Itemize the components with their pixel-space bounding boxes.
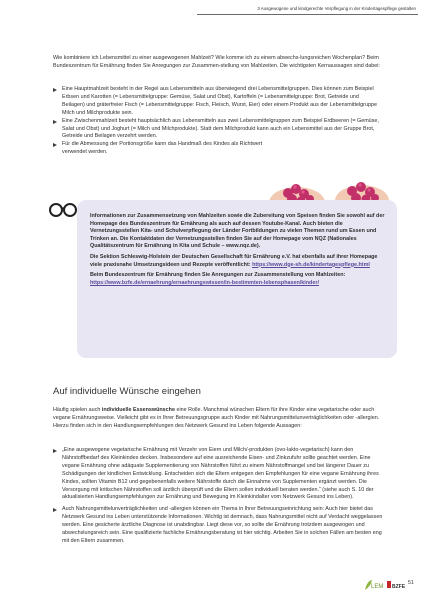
info-text: Beim Bundeszentrum für Ernährung finden Sie Anregungen zur Zusammenstellung von Mahlzeiten: <box>90 272 346 279</box>
footer-logos <box>363 578 408 592</box>
list-item <box>53 506 383 546</box>
info-box-content <box>90 213 390 290</box>
wishes-paragraph: Häufig spielen auch individuelle Essenswünsche eine Rolle. Manchmal wünschen Eltern für ihre Kinder eine vegetarische oder auch vegane Ernährungsweise. Vielleicht gibt es in Ihrer Betreuungsgruppe auch Kinder mit Nahrungsmittelunverträglichkeiten oder -allergien. Hierzu finden sich in den Handlungsempfehlungen des Netzwerk Gesund ins Leben folgende Aussagen: <box>53 407 380 429</box>
running-header: 3 Ausgewogene und kindgerechte Verpflegung in der Kindertagespflege gestalten <box>257 6 416 11</box>
info-paragraph <box>90 272 390 287</box>
bullet-triangle-icon <box>53 88 57 92</box>
emphasis: individuelle Essenswünsche <box>101 407 175 413</box>
bullet-triangle-icon <box>53 508 57 512</box>
list-item <box>53 447 383 502</box>
header-rule <box>197 14 418 15</box>
section-heading: Auf individuelle Wünsche eingehen <box>53 386 201 397</box>
dge-link[interactable]: https://www.dge-sh.de/kindertagespflege.html <box>252 261 370 268</box>
info-paragraph <box>90 254 390 269</box>
list-item-text: Eine Hauptmahlzeit besteht in der Regel aus Lebensmitteln aus überwiegend drei Lebensmittelgruppen. Dies können zum Beispiel Erbsen und Karotten (= Lebensmittelgruppe: Gemüse, Salat und Obst), Kartoffeln (= Lebensmittelgruppe: Brot, Getreide und Beilagen) und gräterfreier Fisch (= Lebensmittelgruppe: Fisch, Fleisch, Wurst, Eier) oder einem Produkt aus der Lebensmittelgruppe Milch und Milchprodukte sein. <box>62 86 377 116</box>
list-item <box>53 118 383 142</box>
list-item-text: „Eine ausgewogene vegetarische Ernährung mit Verzehr von Eiern und Milch/-produkten (ovo-lakto-vegetarisch) kann den Nährstoffbedarf des Kleinkindes decken. Insbesondere auf eine ausreichende Eisen- und Zinkzufuhr sollte geachtet werden. Eine vegane Ernährung ohne adäquate Supplementierung von Nährstoffen führt zu einem Nährstoffmangel und bei längerer Dauer zu Schädigungen der kindlichen Entwicklung. Entscheiden sich die Eltern entgegen den Empfehlungen für eine vegane Ernährung ihres Kindes, sollten Vitamin B12 und gegebenenfalls weitere Nährstoffe durch die Einnahme von Supplementen ergänzt werden. Die Versorgung mit kritischen Nährstoffen soll ärztlich überprüft und die Eltern sollen individuell beraten werden.“ (siehe auch S. 10 der aktualisierten Handlungsempfehlungen zur Ernährung und Bewegung im Kleinkindalter vom Netzwerk Gesund ins Leben). <box>62 447 379 501</box>
wishes-list <box>53 447 383 550</box>
list-item <box>53 141 272 157</box>
bzfe-logo: BZFE <box>392 584 406 590</box>
list-item-text: Auch Nahrungsmittelunverträglichkeiten und -allergien können ein Thema in Ihrer Betreuungseinrichtung sein: Auch hier bietet das Netzwerk Gesund ins Leben unterstützende Informationen. Wichtig ist demnach, dass Nahrungsmittel nicht auf Verdacht weggelassen werden. Eine gesicherte ärztliche Diagnose ist unabdingbar. Liegt diese vor, so sollte die Ernährung trotzdem ausgewogen und abwechslungsreich sein. Eine qualifizierte fachliche Ernährungsberatung ist hier wichtig. Arbeiten Sie in solchen Fällen am besten eng mit den Eltern zusammen. <box>62 506 383 544</box>
glasses-icon <box>48 200 78 218</box>
list-item-text: Für die Abmessung der Portionsgröße kann das Handmaß des Kindes als Richtwert verwendet werden. <box>62 141 263 156</box>
info-paragraph: Informationen zur Zusammensetzung von Mahlzeiten sowie die Zubereitung von Speisen finden Sie sowohl auf der Homepage des Bundeszentrum für Ernährung als auch auf dessen Youtube-Kanal. Auch bieten die Vernetzungsstellen Kita- und Schulverpflegung der Länder Fortbildungen zu vielen Themen rund um Essen und Trinken an. Die Kontaktdaten der Vernetzungsstellen finden Sie auf der Homepage vom NQZ (Nationales Qualitätszentrum für Ernährung in Kita und Schule – www.nqz.de). <box>90 213 385 250</box>
intro-paragraph: Wie kombiniere ich Lebensmittel zu einer ausgewogenen Mahlzeit? Wie komme ich zu einem abwechs-lungsreichen Wochenplan? Beim Bundeszentrum für Ernährung finden Sie Anregungen zur Zusammen-stellung von Mahlzeiten. Die wichtigsten Kernaussagen sind dabei: <box>53 55 380 69</box>
meal-composition-list <box>53 86 383 157</box>
list-item <box>53 86 383 118</box>
bzfe-link[interactable]: https://www.bzfe.de/ernaehrung/ernaehrungswissen/in-bestimmten-lebensphasen/kinder/ <box>90 279 319 286</box>
bullet-triangle-icon <box>53 143 57 147</box>
bullet-triangle-icon <box>53 449 57 453</box>
list-item-text: Eine Zwischenmahlzeit besteht hauptsächlich aus Lebensmitteln aus zwei Lebensmittelgruppen zum Beispiel Erdbeeren (= Gemüse, Salat und Obst) und Joghurt (= Milch und Milchprodukte). Statt dem Milchprodukt kann auch ein Lebensmittel aus der Gruppe Brot, Getreide und Beilagen verzehrt werden. <box>62 117 379 140</box>
info-text: Die Sektion Schleswig-Holstein der Deutschen Gesellschaft für Ernährung e.V. hat ebenfalls auf ihrer Homepage viele praxisnahe Umsetzungsideen und Rezepte veröffentlicht: <box>90 253 378 268</box>
bullet-triangle-icon <box>53 120 57 124</box>
lem-logo: LEM <box>371 584 384 590</box>
page-number: 51 <box>407 580 414 586</box>
bzfe-mark-icon <box>387 581 391 588</box>
